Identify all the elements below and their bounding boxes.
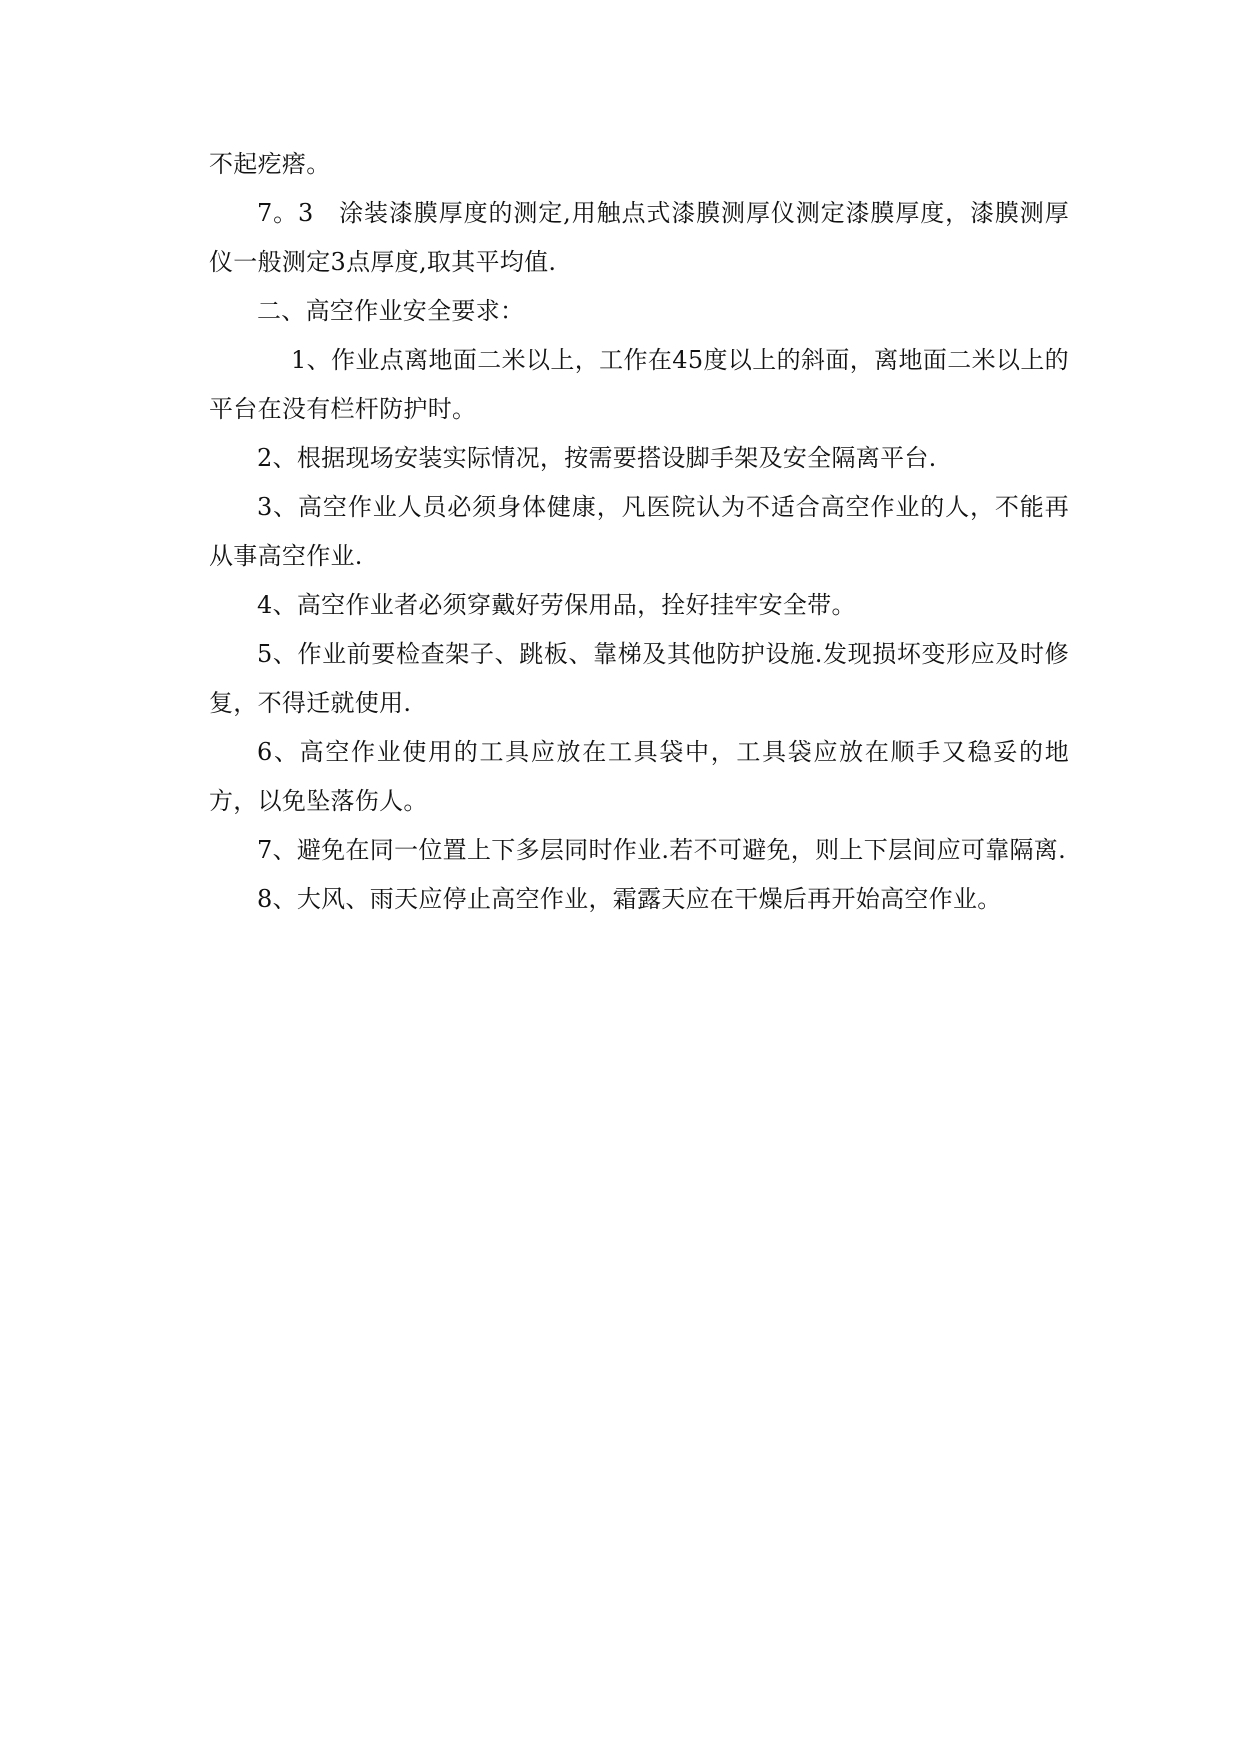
list-item-2: 2、根据现场安装实际情况，按需要搭设脚手架及安全隔离平台. xyxy=(257,444,937,472)
list-item-5: 5、作业前要检查架子、跳板、靠梯及其他防护设施.发现损坏变形应及时修复，不得迁就使用. xyxy=(209,640,1069,717)
paragraph-7-3-film-thickness: 7。3 涂装漆膜厚度的测定,用触点式漆膜测厚仪测定漆膜厚度，漆膜测厚仪一般测定3点厚度,取其平均值. xyxy=(209,199,1069,276)
list-item-1: 1、作业点离地面二米以上，工作在45度以上的斜面，离地面二米以上的平台在没有栏杆防护时。 xyxy=(209,346,1069,423)
list-item-4: 4、高空作业者必须穿戴好劳保用品，拴好挂牢安全带。 xyxy=(257,591,856,619)
section-heading-high-altitude-safety: 二、高空作业安全要求： xyxy=(257,297,525,325)
list-item-7: 7、避免在同一位置上下多层同时作业.若不可避免，则上下层间应可靠隔离. xyxy=(257,836,1067,864)
list-item-6: 6、高空作业使用的工具应放在工具袋中，工具袋应放在顺手又稳妥的地方，以免坠落伤人。 xyxy=(209,738,1069,815)
paragraph-continuation: 不起疙瘩。 xyxy=(209,150,331,178)
list-item-3: 3、高空作业人员必须身体健康，凡医院认为不适合高空作业的人，不能再从事高空作业. xyxy=(209,493,1069,570)
list-item-8: 8、大风、雨天应停止高空作业，霜露天应在干燥后再开始高空作业。 xyxy=(257,885,1002,913)
document-body xyxy=(209,140,1069,924)
